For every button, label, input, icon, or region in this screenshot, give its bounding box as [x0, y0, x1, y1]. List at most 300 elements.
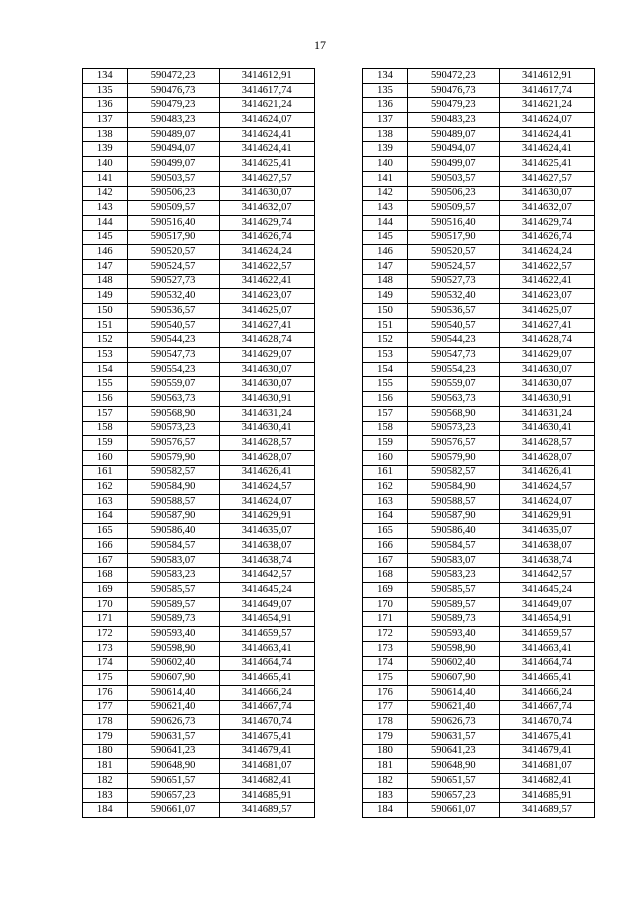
right-y-coordinate: 3414645,24 — [499, 583, 594, 598]
right-point-number: 158 — [363, 421, 408, 436]
right-y-coordinate: 3414626,41 — [499, 465, 594, 480]
right-y-coordinate: 3414628,57 — [499, 436, 594, 451]
left-point-number: 143 — [83, 201, 128, 216]
right-x-coordinate: 590503,57 — [407, 171, 499, 186]
left-point-number: 144 — [83, 215, 128, 230]
left-y-coordinate: 3414621,24 — [219, 98, 314, 113]
table-row — [83, 127, 595, 142]
right-y-coordinate: 3414624,24 — [499, 245, 594, 260]
right-point-number: 154 — [363, 362, 408, 377]
left-y-coordinate: 3414665,41 — [219, 671, 314, 686]
right-y-coordinate: 3414654,91 — [499, 612, 594, 627]
left-x-coordinate: 590614,40 — [127, 685, 219, 700]
table-row — [83, 69, 595, 84]
right-point-number: 161 — [363, 465, 408, 480]
right-point-number: 137 — [363, 113, 408, 128]
left-y-coordinate: 3414630,07 — [219, 362, 314, 377]
left-y-coordinate: 3414624,07 — [219, 113, 314, 128]
left-y-coordinate: 3414617,74 — [219, 83, 314, 98]
left-x-coordinate: 590489,07 — [127, 127, 219, 142]
left-y-coordinate: 3414675,41 — [219, 729, 314, 744]
column-gap — [314, 524, 363, 539]
right-x-coordinate: 590520,57 — [407, 245, 499, 260]
right-y-coordinate: 3414627,57 — [499, 171, 594, 186]
left-x-coordinate: 590527,73 — [127, 274, 219, 289]
right-x-coordinate: 590583,23 — [407, 568, 499, 583]
right-point-number: 173 — [363, 641, 408, 656]
table-row — [83, 171, 595, 186]
left-y-coordinate: 3414623,07 — [219, 289, 314, 304]
right-y-coordinate: 3414625,07 — [499, 304, 594, 319]
left-x-coordinate: 590499,07 — [127, 157, 219, 172]
right-y-coordinate: 3414629,07 — [499, 348, 594, 363]
table-row — [83, 729, 595, 744]
right-point-number: 138 — [363, 127, 408, 142]
column-gap — [314, 318, 363, 333]
left-x-coordinate: 590626,73 — [127, 715, 219, 730]
right-y-coordinate: 3414689,57 — [499, 803, 594, 818]
right-x-coordinate: 590527,73 — [407, 274, 499, 289]
left-y-coordinate: 3414635,07 — [219, 524, 314, 539]
table-row — [83, 113, 595, 128]
right-x-coordinate: 590588,57 — [407, 494, 499, 509]
left-y-coordinate: 3414624,24 — [219, 245, 314, 260]
right-x-coordinate: 590476,73 — [407, 83, 499, 98]
left-point-number: 154 — [83, 362, 128, 377]
right-point-number: 183 — [363, 788, 408, 803]
column-gap — [314, 113, 363, 128]
right-x-coordinate: 590516,40 — [407, 215, 499, 230]
right-x-coordinate: 590593,40 — [407, 627, 499, 642]
column-gap — [314, 729, 363, 744]
table-row — [83, 715, 595, 730]
column-gap — [314, 406, 363, 421]
table-row — [83, 142, 595, 157]
right-point-number: 184 — [363, 803, 408, 818]
right-y-coordinate: 3414638,74 — [499, 553, 594, 568]
left-x-coordinate: 590554,23 — [127, 362, 219, 377]
left-point-number: 139 — [83, 142, 128, 157]
left-y-coordinate: 3414624,41 — [219, 142, 314, 157]
left-x-coordinate: 590589,57 — [127, 597, 219, 612]
table-row — [83, 362, 595, 377]
left-y-coordinate: 3414638,74 — [219, 553, 314, 568]
right-x-coordinate: 590554,23 — [407, 362, 499, 377]
table-row — [83, 494, 595, 509]
right-y-coordinate: 3414635,07 — [499, 524, 594, 539]
left-point-number: 152 — [83, 333, 128, 348]
left-y-coordinate: 3414629,91 — [219, 509, 314, 524]
right-y-coordinate: 3414630,07 — [499, 377, 594, 392]
left-y-coordinate: 3414664,74 — [219, 656, 314, 671]
right-point-number: 164 — [363, 509, 408, 524]
right-x-coordinate: 590641,23 — [407, 744, 499, 759]
left-y-coordinate: 3414631,24 — [219, 406, 314, 421]
column-gap — [314, 656, 363, 671]
column-gap — [314, 259, 363, 274]
table-row — [83, 274, 595, 289]
right-y-coordinate: 3414632,07 — [499, 201, 594, 216]
left-x-coordinate: 590661,07 — [127, 803, 219, 818]
column-gap — [314, 142, 363, 157]
left-x-coordinate: 590506,23 — [127, 186, 219, 201]
right-point-number: 134 — [363, 69, 408, 84]
left-x-coordinate: 590476,73 — [127, 83, 219, 98]
left-point-number: 165 — [83, 524, 128, 539]
right-x-coordinate: 590568,90 — [407, 406, 499, 421]
left-y-coordinate: 3414645,24 — [219, 583, 314, 598]
right-point-number: 151 — [363, 318, 408, 333]
right-y-coordinate: 3414670,74 — [499, 715, 594, 730]
right-x-coordinate: 590582,57 — [407, 465, 499, 480]
left-x-coordinate: 590579,90 — [127, 450, 219, 465]
left-y-coordinate: 3414689,57 — [219, 803, 314, 818]
table-row — [83, 215, 595, 230]
right-point-number: 172 — [363, 627, 408, 642]
right-y-coordinate: 3414631,24 — [499, 406, 594, 421]
right-x-coordinate: 590614,40 — [407, 685, 499, 700]
left-x-coordinate: 590589,73 — [127, 612, 219, 627]
column-gap — [314, 627, 363, 642]
table-row — [83, 406, 595, 421]
left-x-coordinate: 590587,90 — [127, 509, 219, 524]
table-row — [83, 803, 595, 818]
left-y-coordinate: 3414638,07 — [219, 539, 314, 554]
left-point-number: 153 — [83, 348, 128, 363]
left-x-coordinate: 590483,23 — [127, 113, 219, 128]
right-x-coordinate: 590607,90 — [407, 671, 499, 686]
column-gap — [314, 201, 363, 216]
column-gap — [314, 127, 363, 142]
right-x-coordinate: 590583,07 — [407, 553, 499, 568]
right-x-coordinate: 590576,57 — [407, 436, 499, 451]
column-gap — [314, 377, 363, 392]
left-point-number: 151 — [83, 318, 128, 333]
table-row — [83, 539, 595, 554]
right-y-coordinate: 3414625,41 — [499, 157, 594, 172]
right-x-coordinate: 590524,57 — [407, 259, 499, 274]
left-point-number: 156 — [83, 392, 128, 407]
right-x-coordinate: 590584,90 — [407, 480, 499, 495]
table-row — [83, 788, 595, 803]
table-row — [83, 671, 595, 686]
left-y-coordinate: 3414654,91 — [219, 612, 314, 627]
left-x-coordinate: 590547,73 — [127, 348, 219, 363]
table-row — [83, 656, 595, 671]
right-y-coordinate: 3414649,07 — [499, 597, 594, 612]
right-point-number: 141 — [363, 171, 408, 186]
left-point-number: 162 — [83, 480, 128, 495]
left-x-coordinate: 590584,57 — [127, 539, 219, 554]
left-point-number: 159 — [83, 436, 128, 451]
left-y-coordinate: 3414624,57 — [219, 480, 314, 495]
column-gap — [314, 539, 363, 554]
right-point-number: 181 — [363, 759, 408, 774]
right-point-number: 140 — [363, 157, 408, 172]
column-gap — [314, 362, 363, 377]
table-row — [83, 685, 595, 700]
left-point-number: 180 — [83, 744, 128, 759]
left-point-number: 175 — [83, 671, 128, 686]
right-x-coordinate: 590573,23 — [407, 421, 499, 436]
left-y-coordinate: 3414649,07 — [219, 597, 314, 612]
right-y-coordinate: 3414622,41 — [499, 274, 594, 289]
left-x-coordinate: 590657,23 — [127, 788, 219, 803]
left-y-coordinate: 3414627,57 — [219, 171, 314, 186]
right-point-number: 143 — [363, 201, 408, 216]
right-y-coordinate: 3414617,74 — [499, 83, 594, 98]
left-point-number: 138 — [83, 127, 128, 142]
column-gap — [314, 274, 363, 289]
right-point-number: 174 — [363, 656, 408, 671]
table-row — [83, 348, 595, 363]
table-row — [83, 304, 595, 319]
left-point-number: 155 — [83, 377, 128, 392]
right-x-coordinate: 590517,90 — [407, 230, 499, 245]
left-point-number: 142 — [83, 186, 128, 201]
left-x-coordinate: 590494,07 — [127, 142, 219, 157]
right-x-coordinate: 590621,40 — [407, 700, 499, 715]
left-point-number: 177 — [83, 700, 128, 715]
right-point-number: 155 — [363, 377, 408, 392]
right-x-coordinate: 590506,23 — [407, 186, 499, 201]
left-y-coordinate: 3414628,57 — [219, 436, 314, 451]
table-row — [83, 392, 595, 407]
column-gap — [314, 157, 363, 172]
left-x-coordinate: 590651,57 — [127, 774, 219, 789]
page-number: 17 — [314, 38, 326, 52]
column-gap — [314, 83, 363, 98]
right-x-coordinate: 590585,57 — [407, 583, 499, 598]
table-row — [83, 524, 595, 539]
right-point-number: 139 — [363, 142, 408, 157]
right-x-coordinate: 590559,07 — [407, 377, 499, 392]
left-y-coordinate: 3414624,07 — [219, 494, 314, 509]
right-x-coordinate: 590536,57 — [407, 304, 499, 319]
left-x-coordinate: 590583,23 — [127, 568, 219, 583]
table-row — [83, 641, 595, 656]
left-point-number: 157 — [83, 406, 128, 421]
right-x-coordinate: 590602,40 — [407, 656, 499, 671]
left-x-coordinate: 590524,57 — [127, 259, 219, 274]
right-y-coordinate: 3414624,57 — [499, 480, 594, 495]
right-point-number: 179 — [363, 729, 408, 744]
left-y-coordinate: 3414659,57 — [219, 627, 314, 642]
right-y-coordinate: 3414629,91 — [499, 509, 594, 524]
column-gap — [314, 641, 363, 656]
table-row — [83, 289, 595, 304]
table-row — [83, 774, 595, 789]
right-point-number: 182 — [363, 774, 408, 789]
right-x-coordinate: 590587,90 — [407, 509, 499, 524]
right-x-coordinate: 590563,73 — [407, 392, 499, 407]
column-gap — [314, 715, 363, 730]
right-y-coordinate: 3414685,91 — [499, 788, 594, 803]
right-y-coordinate: 3414621,24 — [499, 98, 594, 113]
right-y-coordinate: 3414679,41 — [499, 744, 594, 759]
right-point-number: 162 — [363, 480, 408, 495]
table-row — [83, 201, 595, 216]
right-y-coordinate: 3414665,41 — [499, 671, 594, 686]
right-y-coordinate: 3414663,41 — [499, 641, 594, 656]
left-y-coordinate: 3414630,07 — [219, 186, 314, 201]
table-row — [83, 83, 595, 98]
left-y-coordinate: 3414685,91 — [219, 788, 314, 803]
left-y-coordinate: 3414667,74 — [219, 700, 314, 715]
column-gap — [314, 568, 363, 583]
left-point-number: 140 — [83, 157, 128, 172]
column-gap — [314, 759, 363, 774]
right-point-number: 146 — [363, 245, 408, 260]
right-point-number: 152 — [363, 333, 408, 348]
column-gap — [314, 215, 363, 230]
left-x-coordinate: 590559,07 — [127, 377, 219, 392]
left-x-coordinate: 590573,23 — [127, 421, 219, 436]
right-point-number: 170 — [363, 597, 408, 612]
right-x-coordinate: 590483,23 — [407, 113, 499, 128]
left-point-number: 149 — [83, 289, 128, 304]
right-point-number: 163 — [363, 494, 408, 509]
left-x-coordinate: 590479,23 — [127, 98, 219, 113]
column-gap — [314, 98, 363, 113]
column-gap — [314, 494, 363, 509]
column-gap — [314, 304, 363, 319]
left-point-number: 158 — [83, 421, 128, 436]
left-y-coordinate: 3414630,07 — [219, 377, 314, 392]
coordinates-table — [82, 68, 595, 818]
left-point-number: 166 — [83, 539, 128, 554]
right-y-coordinate: 3414624,41 — [499, 142, 594, 157]
left-point-number: 170 — [83, 597, 128, 612]
left-x-coordinate: 590582,57 — [127, 465, 219, 480]
left-y-coordinate: 3414666,24 — [219, 685, 314, 700]
right-y-coordinate: 3414626,74 — [499, 230, 594, 245]
column-gap — [314, 245, 363, 260]
column-gap — [314, 289, 363, 304]
left-x-coordinate: 590607,90 — [127, 671, 219, 686]
right-y-coordinate: 3414630,07 — [499, 362, 594, 377]
right-x-coordinate: 590631,57 — [407, 729, 499, 744]
table-row — [83, 450, 595, 465]
left-x-coordinate: 590631,57 — [127, 729, 219, 744]
left-x-coordinate: 590588,57 — [127, 494, 219, 509]
left-point-number: 145 — [83, 230, 128, 245]
right-x-coordinate: 590509,57 — [407, 201, 499, 216]
right-x-coordinate: 590579,90 — [407, 450, 499, 465]
right-x-coordinate: 590648,90 — [407, 759, 499, 774]
left-x-coordinate: 590540,57 — [127, 318, 219, 333]
table-row — [83, 421, 595, 436]
right-point-number: 160 — [363, 450, 408, 465]
right-x-coordinate: 590584,57 — [407, 539, 499, 554]
right-point-number: 177 — [363, 700, 408, 715]
right-point-number: 142 — [363, 186, 408, 201]
left-point-number: 179 — [83, 729, 128, 744]
table-row — [83, 700, 595, 715]
left-x-coordinate: 590563,73 — [127, 392, 219, 407]
table-row — [83, 98, 595, 113]
right-point-number: 169 — [363, 583, 408, 598]
right-point-number: 148 — [363, 274, 408, 289]
left-x-coordinate: 590472,23 — [127, 69, 219, 84]
right-point-number: 176 — [363, 685, 408, 700]
column-gap — [314, 333, 363, 348]
left-point-number: 146 — [83, 245, 128, 260]
right-point-number: 168 — [363, 568, 408, 583]
table-row — [83, 583, 595, 598]
right-y-coordinate: 3414642,57 — [499, 568, 594, 583]
left-y-coordinate: 3414622,57 — [219, 259, 314, 274]
left-y-coordinate: 3414622,41 — [219, 274, 314, 289]
left-y-coordinate: 3414624,41 — [219, 127, 314, 142]
table-row — [83, 318, 595, 333]
right-point-number: 145 — [363, 230, 408, 245]
right-y-coordinate: 3414612,91 — [499, 69, 594, 84]
right-y-coordinate: 3414628,07 — [499, 450, 594, 465]
left-y-coordinate: 3414629,07 — [219, 348, 314, 363]
left-x-coordinate: 590648,90 — [127, 759, 219, 774]
right-y-coordinate: 3414666,24 — [499, 685, 594, 700]
left-y-coordinate: 3414629,74 — [219, 215, 314, 230]
right-y-coordinate: 3414623,07 — [499, 289, 594, 304]
table-row — [83, 157, 595, 172]
right-y-coordinate: 3414627,41 — [499, 318, 594, 333]
left-x-coordinate: 590585,57 — [127, 583, 219, 598]
column-gap — [314, 583, 363, 598]
right-x-coordinate: 590489,07 — [407, 127, 499, 142]
column-gap — [314, 509, 363, 524]
column-gap — [314, 774, 363, 789]
left-y-coordinate: 3414628,07 — [219, 450, 314, 465]
left-y-coordinate: 3414670,74 — [219, 715, 314, 730]
left-point-number: 181 — [83, 759, 128, 774]
right-y-coordinate: 3414682,41 — [499, 774, 594, 789]
left-point-number: 164 — [83, 509, 128, 524]
left-y-coordinate: 3414612,91 — [219, 69, 314, 84]
left-point-number: 182 — [83, 774, 128, 789]
right-point-number: 166 — [363, 539, 408, 554]
right-y-coordinate: 3414624,07 — [499, 113, 594, 128]
right-y-coordinate: 3414628,74 — [499, 333, 594, 348]
right-y-coordinate: 3414667,74 — [499, 700, 594, 715]
left-y-coordinate: 3414679,41 — [219, 744, 314, 759]
right-y-coordinate: 3414630,41 — [499, 421, 594, 436]
left-point-number: 178 — [83, 715, 128, 730]
right-x-coordinate: 590544,23 — [407, 333, 499, 348]
right-x-coordinate: 590589,73 — [407, 612, 499, 627]
left-x-coordinate: 590621,40 — [127, 700, 219, 715]
table-row — [83, 509, 595, 524]
left-x-coordinate: 590509,57 — [127, 201, 219, 216]
left-point-number: 184 — [83, 803, 128, 818]
column-gap — [314, 171, 363, 186]
column-gap — [314, 69, 363, 84]
left-x-coordinate: 590593,40 — [127, 627, 219, 642]
column-gap — [314, 597, 363, 612]
table-row — [83, 259, 595, 274]
right-point-number: 171 — [363, 612, 408, 627]
left-x-coordinate: 590568,90 — [127, 406, 219, 421]
right-point-number: 159 — [363, 436, 408, 451]
column-gap — [314, 230, 363, 245]
table-row — [83, 465, 595, 480]
left-y-coordinate: 3414625,07 — [219, 304, 314, 319]
left-point-number: 134 — [83, 69, 128, 84]
left-y-coordinate: 3414630,41 — [219, 421, 314, 436]
right-point-number: 136 — [363, 98, 408, 113]
left-x-coordinate: 590532,40 — [127, 289, 219, 304]
left-point-number: 161 — [83, 465, 128, 480]
